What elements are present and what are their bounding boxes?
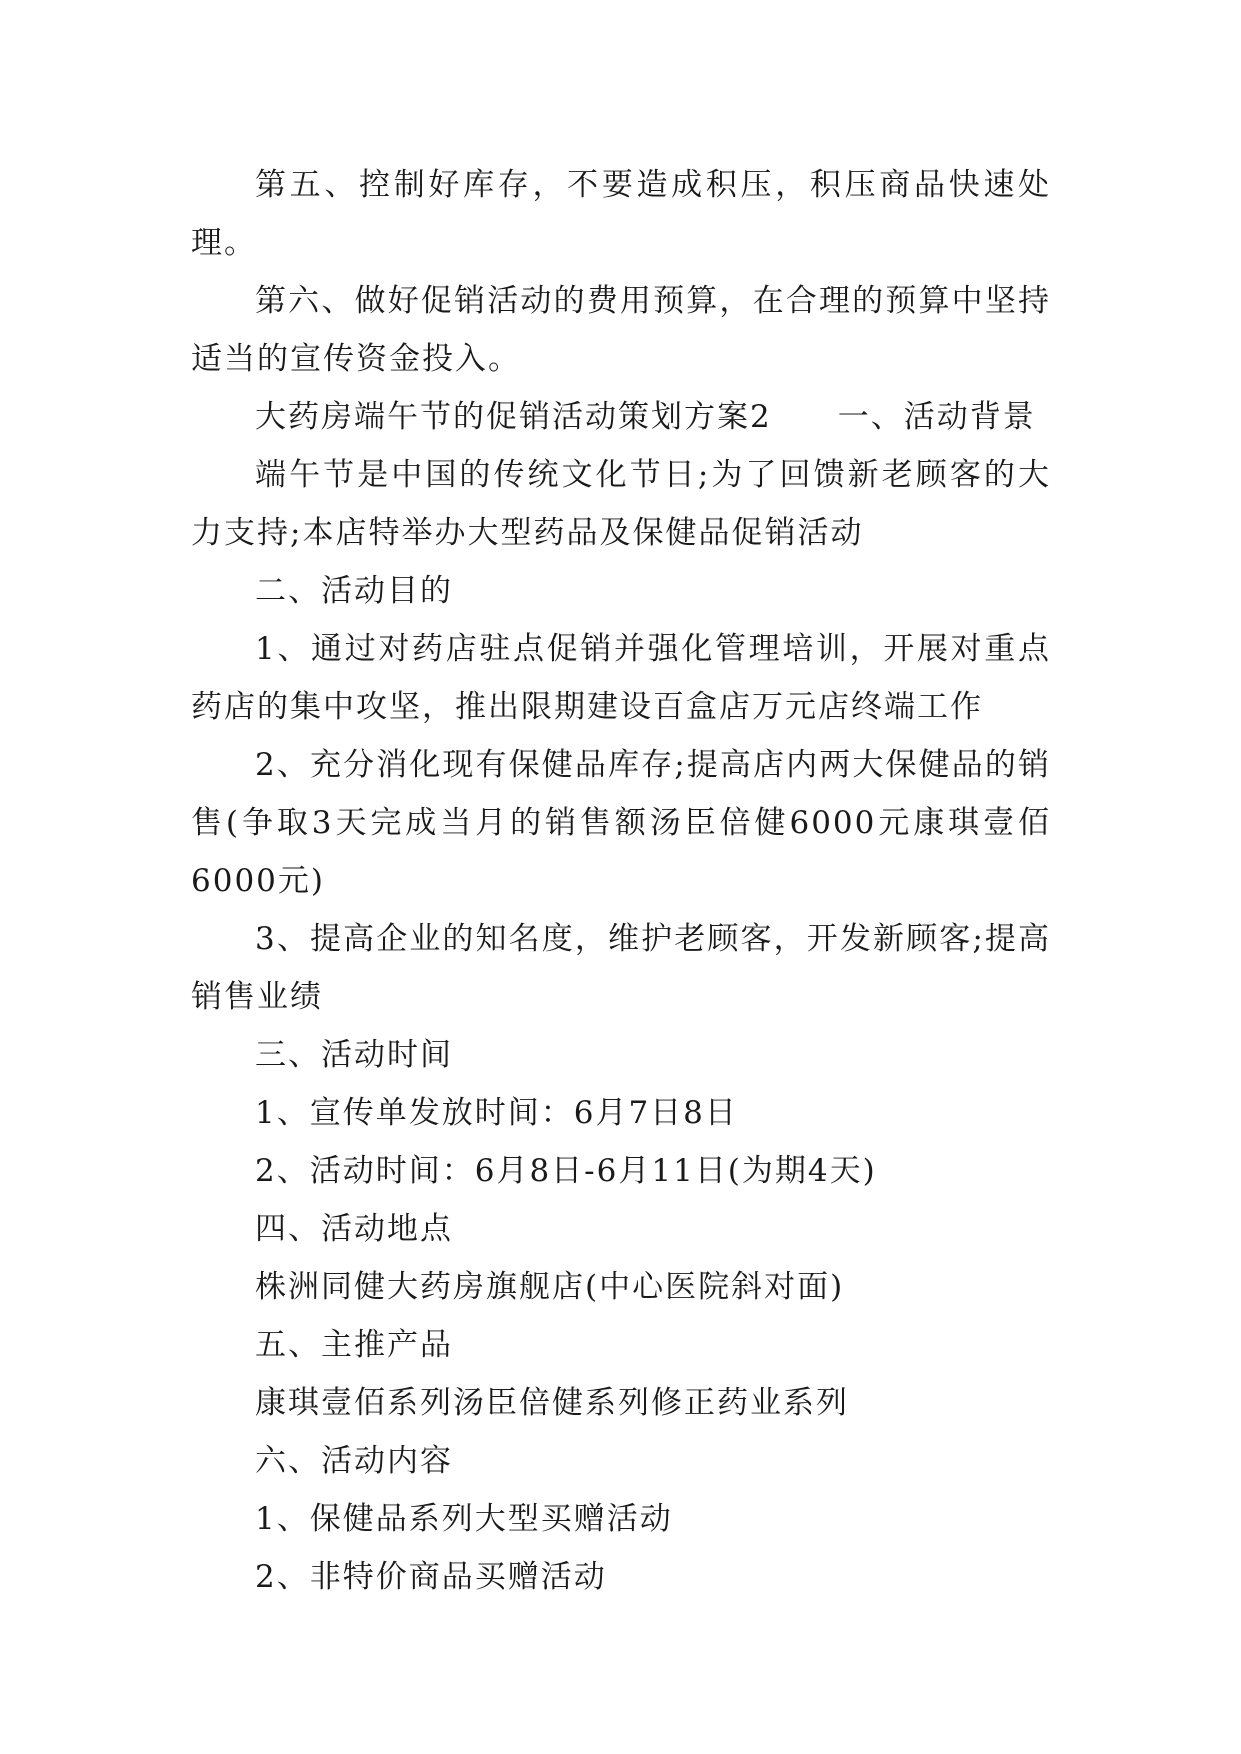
paragraph-plan-title-background: 大药房端午节的促销活动策划方案2 一、活动背景 — [255, 399, 1036, 435]
paragraph-purpose-2: 2、充分消化现有保健品库存;提高店内两大保健品的销售(争取3天完成当月的销售额汤臣倍健6000元康琪壹佰6000元) — [191, 747, 1051, 899]
paragraph-time-1: 1、宣传单发放时间：6月7日8日 — [255, 1095, 738, 1131]
paragraph-content-1: 1、保健品系列大型买赠活动 — [255, 1501, 673, 1537]
paragraph-time-2: 2、活动时间：6月8日-6月11日(为期4天) — [255, 1153, 877, 1189]
paragraph-purpose-3: 3、提高企业的知名度，维护老顾客，开发新顾客;提高销售业绩 — [191, 921, 1051, 1015]
paragraph-budget: 第六、做好促销活动的费用预算，在合理的预算中坚持适当的宣传资金投入。 — [191, 283, 1051, 377]
document-body — [191, 156, 1051, 1606]
heading-main-products: 五、主推产品 — [255, 1327, 453, 1363]
heading-activity-time: 三、活动时间 — [255, 1037, 453, 1073]
paragraph-content-2: 2、非特价商品买赠活动 — [255, 1559, 607, 1595]
heading-activity-location: 四、活动地点 — [255, 1211, 453, 1247]
paragraph-inventory-control: 第五、控制好库存，不要造成积压，积压商品快速处理。 — [191, 167, 1051, 261]
heading-activity-purpose: 二、活动目的 — [255, 573, 453, 609]
paragraph-background: 端午节是中国的传统文化节日;为了回馈新老顾客的大力支持;本店特举办大型药品及保健品促销活动 — [191, 457, 1051, 551]
heading-activity-content: 六、活动内容 — [255, 1443, 453, 1479]
paragraph-products: 康琪壹佰系列汤臣倍健系列修正药业系列 — [255, 1385, 849, 1421]
paragraph-purpose-1: 1、通过对药店驻点促销并强化管理培训，开展对重点药店的集中攻坚，推出限期建设百盒店万元店终端工作 — [191, 631, 1051, 725]
paragraph-location: 株洲同健大药房旗舰店(中心医院斜对面) — [255, 1269, 845, 1305]
